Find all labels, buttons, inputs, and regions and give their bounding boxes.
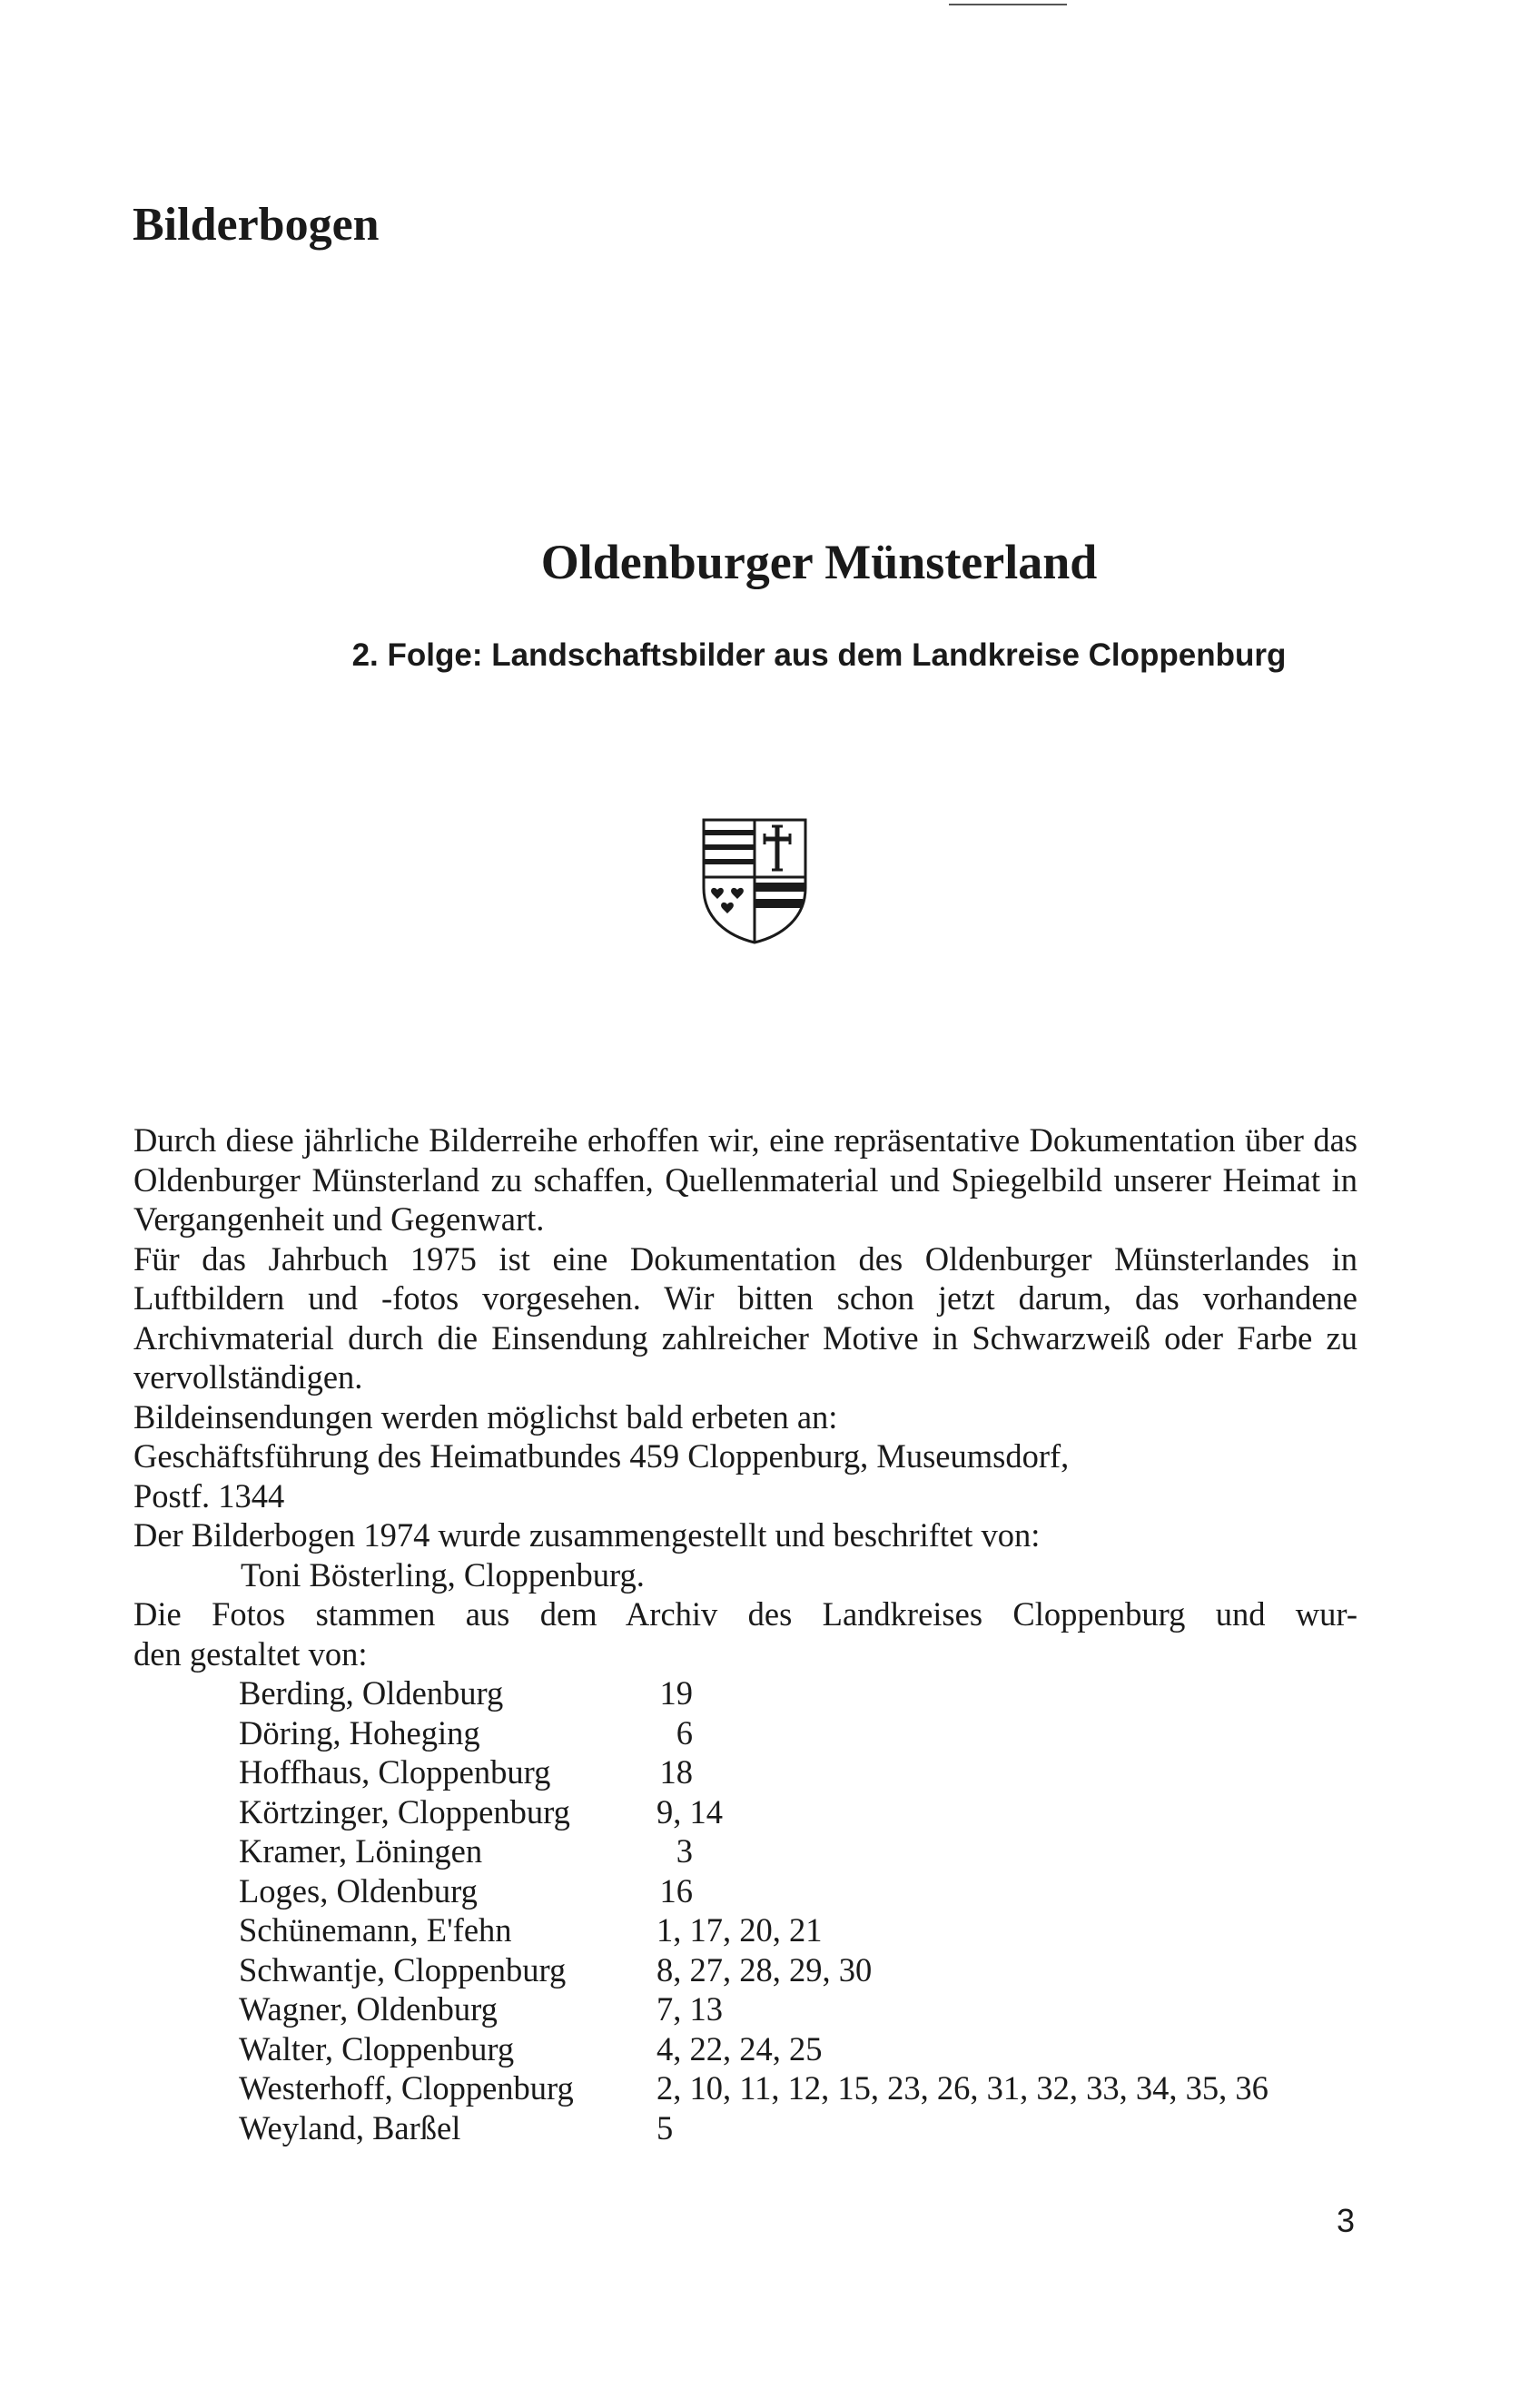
credit-name: Körtzinger, Cloppenburg	[239, 1792, 570, 1831]
credit-name: Wagner, Oldenburg	[239, 1990, 498, 2028]
credit-photos: 6	[676, 1713, 693, 1752]
credit-photos: 2, 10, 11, 12, 15, 23, 26, 31, 32, 33, 34, 35, 36	[656, 2069, 1269, 2107]
credit-row	[133, 1989, 1357, 2029]
credit-name: Schünemann, E'fehn	[239, 1911, 512, 1949]
credit-name: Loges, Oldenburg	[239, 1871, 478, 1910]
credit-name: Schwantje, Cloppenburg	[239, 1950, 567, 1988]
credit-photos: 1, 17, 20, 21	[656, 1911, 823, 1949]
credit-row	[133, 1871, 1357, 1911]
credit-photos: 7, 13	[656, 1990, 723, 2028]
credit-name: Hoffhaus, Cloppenburg	[239, 1753, 551, 1791]
credit-photos: 18	[659, 1753, 693, 1791]
credit-row	[133, 1792, 1357, 1832]
section-heading: Bilderbogen	[133, 199, 380, 251]
credit-name: Döring, Hoheging	[239, 1713, 480, 1752]
credit-name: Berding, Oldenburg	[239, 1674, 504, 1712]
page-subtitle: 2. Folge: Landschaftsbilder aus dem Landkreise Cloppenburg	[351, 637, 1287, 673]
compiled-by: Toni Bösterling, Cloppenburg.	[241, 1555, 645, 1594]
yearbook-paragraph: Für das Jahrbuch 1975 ist eine Dokumentation des Oldenburger Münsterlandes in Luftbildern und -fotos vorgesehen. Wir bitten schon jetzt darum, das vorhandene Archivmaterial durch die Einsendung zahlreicher Motive in Schwarzweiß oder Farbe zu vervollständigen.	[133, 1239, 1357, 1396]
credit-photos: 8, 27, 28, 29, 30	[656, 1950, 873, 1988]
credit-name: Kramer, Löningen	[239, 1832, 483, 1870]
credit-photos: 4, 22, 24, 25	[656, 2029, 823, 2067]
credit-name: Westerhoff, Cloppenburg	[239, 2069, 574, 2107]
photos-intro: Die Fotos stammen aus dem Archiv des Landkreises Cloppenburg und wur-	[133, 1595, 1357, 1633]
top-rule	[949, 4, 1067, 5]
credit-row	[133, 1950, 1357, 1990]
body-text	[133, 1120, 1357, 2147]
coat-of-arms-icon	[701, 817, 808, 944]
credit-photos: 9, 14	[656, 1792, 723, 1831]
credit-row	[133, 1673, 1357, 1713]
credit-name: Weyland, Barßel	[239, 2108, 461, 2146]
submission-address: Geschäftsführung des Heimatbundes 459 Cloppenburg, Museumsdorf,	[133, 1437, 1070, 1475]
photo-credits-list	[133, 1673, 1357, 2147]
credit-row	[133, 1752, 1357, 1792]
credit-photos: 3	[676, 1832, 693, 1870]
submission-intro: Bildeinsendungen werden möglichst bald erbeten an:	[133, 1397, 838, 1436]
credit-row	[133, 2068, 1357, 2108]
credit-row	[133, 1910, 1357, 1950]
credit-row	[133, 1713, 1357, 1753]
page-title: Oldenburger Münsterland	[540, 535, 1098, 589]
submission-postbox: Postf. 1344	[133, 1476, 285, 1515]
credit-photos: 5	[656, 2108, 674, 2146]
credit-photos: 16	[659, 1871, 693, 1910]
credit-photos: 19	[659, 1674, 693, 1712]
credit-row	[133, 1831, 1357, 1871]
intro-paragraph: Durch diese jährliche Bilderreihe erhoffen wir, eine repräsentative Dokumentation über das Oldenburger Münsterland zu schaffen, Quellenmaterial und Spiegelbild unserer Heimat in Vergangenheit und Gegenwart.	[133, 1121, 1357, 1238]
credit-row	[133, 2029, 1357, 2069]
credit-name: Walter, Cloppenburg	[239, 2029, 515, 2067]
page-number: 3	[1337, 2202, 1356, 2239]
photos-intro-continued: den gestaltet von:	[133, 1634, 368, 1673]
credit-row	[133, 2108, 1357, 2148]
compiled-intro: Der Bilderbogen 1974 wurde zusammengestellt und beschriftet von:	[133, 1516, 1041, 1554]
